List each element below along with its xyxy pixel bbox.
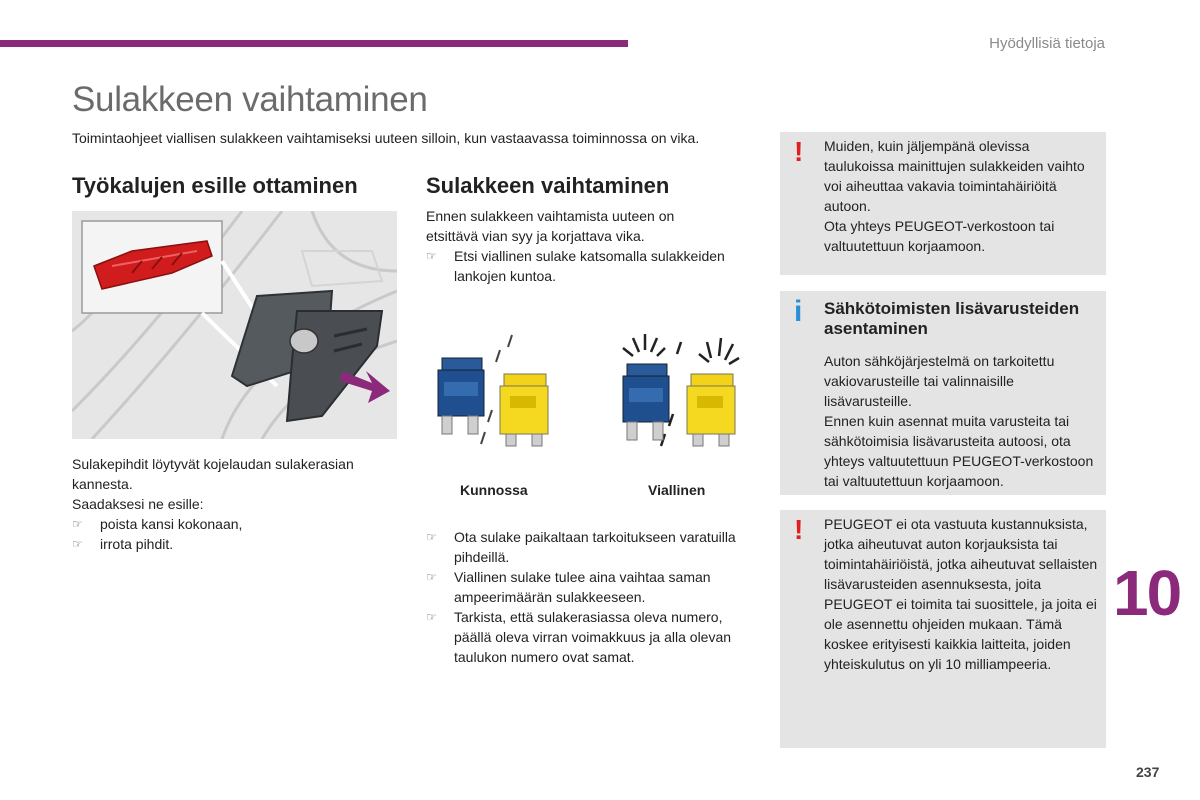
warning-icon: ! [794,514,804,545]
tools-instructions [72,454,392,554]
hand-pointer-icon: ☞ [426,570,437,584]
fuse-blown-illustration [615,330,745,448]
page-number: 237 [1136,764,1160,780]
replace-steps [426,527,756,667]
warning-text: PEUGEOT ei ota vastuuta kustannuksista, jotka aiheutuvat auton korjauksista tai toimintahäiriöistä, jotka aiheutuvat sellaisten lisävarusteiden asennuksesta, joita PEUGEOT ei toimita tai suosittele, ja joita ei ole asennettu ohjeiden mukaan. Tämä koskee erityisesti kaikkia laitteita, joiden yhteiskulutus on yli 10 milliampeeria. [824,516,1098,672]
fuse-pliers-illustration [72,211,397,439]
fuse-blown-label: Viallinen [648,482,706,498]
hand-pointer-icon: ☞ [426,249,437,263]
info-box-title: Sähkötoimisten lisävarusteiden asentaminen [824,299,1080,338]
hand-pointer-icon: ☞ [72,537,83,551]
tools-bullet-list [72,514,392,554]
list-item: ☞ irrota pihdit. [72,536,174,552]
replace-bullet-list-top [426,246,726,286]
info-text: Auton sähköjärjestelmä on tarkoitettu vakiovarusteille tai valinnaisille lisävarusteille. Ennen kuin asennat muita varusteita tai sähkötoimisia lisävarusteita autoosi, ota yhteys valtuutettuun PEUGEOT-verkostoon tai valtuutettuun korjaamoon. [824,353,1094,489]
hand-pointer-icon: ☞ [426,530,437,544]
chapter-number: 10 [1113,557,1181,629]
intro-text: Toimintaohjeet viallisen sulakkeen vaihtamiseksi uuteen silloin, kun vastaavassa toiminnossa on vika. [72,130,700,146]
tools-paragraph-2: Saadaksesi ne esille: [72,496,204,512]
tools-paragraph: Sulakepihdit löytyvät kojelaudan sulakerasian kannesta. [72,456,354,492]
list-item: ☞ Etsi viallinen sulake katsomalla sulakkeiden lankojen kuntoa. [426,248,725,284]
info-icon: i [794,295,803,328]
warning-box-fuses [780,132,1106,275]
hand-pointer-icon: ☞ [426,610,437,624]
fuse-ok-illustration [430,330,560,448]
replace-paragraph: Ennen sulakkeen vaihtamista uuteen on etsittävä vian syy ja korjattava vika. [426,208,675,244]
heading-tools: Työkalujen esille ottaminen [72,173,358,198]
warning-text: Muiden, kuin jäljempänä olevissa taulukoissa mainittujen sulakkeiden vaihto voi aiheuttaa vakavia toimintahäiriöitä autoon. Ota yhteys PEUGEOT-verkostoon tai valtuutettuun korjaamoon. [824,138,1085,254]
fuse-ok-label: Kunnossa [460,482,528,498]
list-item: ☞ Ota sulake paikaltaan tarkoitukseen varatuilla pihdeillä. [426,529,736,565]
list-item: ☞ poista kansi kokonaan, [72,516,243,532]
warning-icon: ! [794,136,804,167]
heading-replace-fuse: Sulakkeen vaihtaminen [426,173,670,198]
header-accent-bar [0,40,628,47]
page-title: Sulakkeen vaihtaminen [72,80,428,119]
list-item: ☞ Viallinen sulake tulee aina vaihtaa saman ampeerimäärän sulakkeeseen. [426,569,711,605]
list-item: ☞ Tarkista, että sulakerasiassa oleva numero, päällä oleva virran voimakkuus ja alla olevan taulukon numero ovat samat. [426,609,732,665]
info-box-accessories [780,291,1106,495]
hand-pointer-icon: ☞ [72,517,83,531]
replace-bullet-list-bottom [426,527,756,667]
replace-intro [426,206,726,286]
warning-box-liability [780,510,1106,748]
section-label: Hyödyllisiä tietoja [989,35,1105,52]
